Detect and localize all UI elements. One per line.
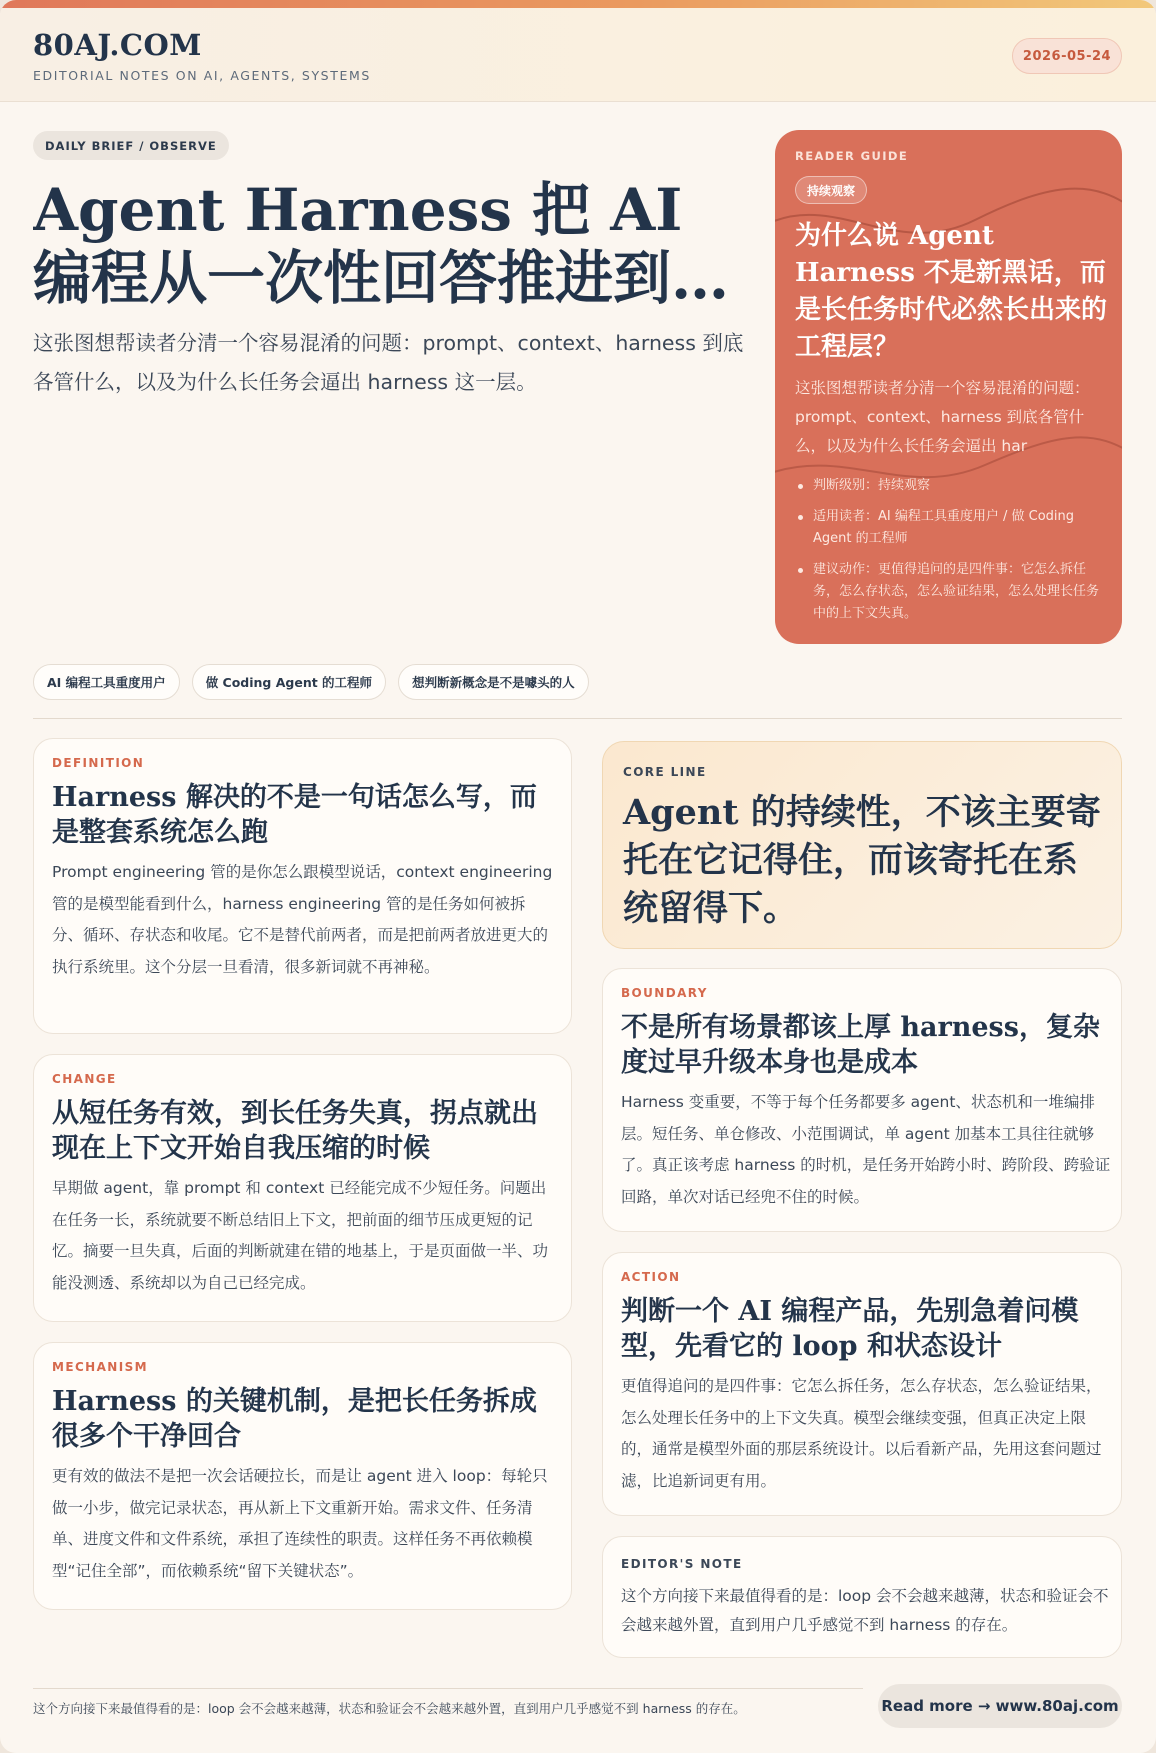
card-eyebrow: MECHANISM [52, 1360, 148, 1374]
card-eyebrow: ACTION [621, 1270, 681, 1284]
mechanism-card [33, 1342, 572, 1610]
editors-note-card [602, 1536, 1122, 1658]
audience-chip[interactable]: 想判断新概念是不是噱头的人 [398, 664, 589, 700]
guide-eyebrow: READER GUIDE [795, 149, 909, 163]
card-body: 早期做 agent，靠 prompt 和 context 已经能完成不少短任务。问题出在任务一长，系统就要不断总结旧上下文，把前面的细节压成更短的记忆。摘要一旦失真，后面的判断就建在错的地基上，于是页面做一半、功能没测透、系统却以为自己已经完成。 [52, 1179, 549, 1292]
judgement-badge: 持续观察 [795, 176, 867, 204]
change-card [33, 1054, 572, 1322]
card-eyebrow: BOUNDARY [621, 986, 708, 1000]
audience-chip[interactable]: 做 Coding Agent 的工程师 [192, 664, 386, 700]
audience-chip[interactable]: AI 编程工具重度用户 [33, 664, 180, 700]
top-accent-bar [0, 0, 1156, 8]
card-title: 不是所有场景都该上厚 harness，复杂度过早升级本身也是成本 [621, 1012, 1100, 1078]
card-eyebrow: DEFINITION [52, 756, 145, 770]
audience-chips [33, 664, 589, 700]
action-card [602, 1252, 1122, 1516]
footer-divider [33, 1688, 863, 1689]
reader-guide-card [775, 130, 1122, 644]
card-title: 判断一个 AI 编程产品，先别急着问模型，先看它的 loop 和状态设计 [621, 1296, 1079, 1362]
card-body: 更有效的做法不是把一次会话硬拉长，而是让 agent 进入 loop：每轮只做一小步，做完记录状态，再从新上下文重新开始。需求文件、任务清单、进度文件和文件系统，承担了连续性的职责。这样任务不再依赖模型“记住全部”，而依赖系统“留下关键状态”。 [52, 1467, 548, 1580]
card-eyebrow: CHANGE [52, 1072, 117, 1086]
core-eyebrow: CORE LINE [623, 765, 707, 779]
hero-title: Agent Harness 把 AI 编程从一次性回答推进到循 [33, 176, 730, 312]
guide-subtitle: 这张图想帮读者分清一个容易混淆的问题：prompt、context、harness 到底各管什么，以及为什么长任务会逼出 har [795, 379, 1090, 455]
card-eyebrow: EDITOR'S NOTE [621, 1557, 743, 1571]
card-title: Harness 解决的不是一句话怎么写，而是整套系统怎么跑 [52, 782, 537, 848]
boundary-card [602, 968, 1122, 1232]
hero-subtitle: 这张图想帮读者分清一个容易混淆的问题：prompt、context、harness 到底各管什么，以及为什么长任务会逼出 harness 这一层。 [33, 331, 744, 394]
masthead [0, 8, 1156, 102]
core-line-text: Agent 的持续性，不该主要寄托在它记得住，而该寄托在系统留得下。 [623, 792, 1101, 929]
card-body: 更值得追问的是四件事：它怎么拆任务，怎么存状态，怎么验证结果，怎么处理长任务中的上下文失真。模型会继续变强，但真正决定上限的，通常是模型外面的那层系统设计。以后看新产品，先用这套问题过滤，比追新词更有用。 [621, 1377, 1102, 1490]
definition-card [33, 738, 572, 1034]
guide-list-item: 建议动作：更值得追问的是四件事：它怎么拆任务，怎么存状态，怎么验证结果，怎么处理长任务中的上下文失真。 [795, 559, 1107, 625]
card-body: 这个方向接下来最值得看的是：loop 会不会越来越薄，状态和验证会不会越来越外置，直到用户几乎感觉不到 harness 的存在。 [621, 1587, 1109, 1634]
brand-tagline: EDITORIAL NOTES ON AI, AGENTS, SYSTEMS [33, 68, 371, 83]
date-badge: 2026-05-24 [1012, 38, 1122, 74]
guide-list [795, 475, 1107, 634]
hero-eyebrow: DAILY BRIEF / OBSERVE [33, 131, 229, 160]
section-divider [33, 718, 1122, 719]
guide-title: 为什么说 Agent Harness 不是新黑话，而是长任务时代必然长出来的工程层？ [795, 221, 1108, 362]
footer-text: 这个方向接下来最值得看的是：loop 会不会越来越薄，状态和验证会不会越来越外置，直到用户几乎感觉不到 harness 的存在。 [33, 1701, 746, 1716]
card-body: Prompt engineering 管的是你怎么跟模型说话，context engineering 管的是模型能看到什么，harness engineering 管的是任务如何被拆分、循环、存状态和收尾。它不是替代前两者，而是把前两者放进更大的执行系统里。这个分层一旦看清，很多新词就不再神秘。 [52, 863, 553, 976]
guide-list-item: 判断级别：持续观察 [795, 475, 1107, 497]
read-more-button[interactable]: Read more → www.80aj.com [878, 1684, 1122, 1728]
brand-logo[interactable]: 80AJ.COM [33, 28, 202, 62]
card-title: Harness 的关键机制，是把长任务拆成很多个干净回合 [52, 1386, 537, 1452]
card-body: Harness 变重要，不等于每个任务都要多 agent、状态机和一堆编排层。短任务、单仓修改、小范围调试，单 agent 加基本工具往往就够了。真正该考虑 harness 的时机，是任务开始跨小时、跨阶段、跨验证回路，单次对话已经兜不住的时候。 [621, 1093, 1111, 1206]
core-line-card [602, 741, 1122, 949]
card-title: 从短任务有效，到长任务失真，拐点就出现在上下文开始自我压缩的时候 [52, 1098, 538, 1164]
guide-list-item: 适用读者：AI 编程工具重度用户 / 做 Coding Agent 的工程师 [795, 506, 1107, 550]
